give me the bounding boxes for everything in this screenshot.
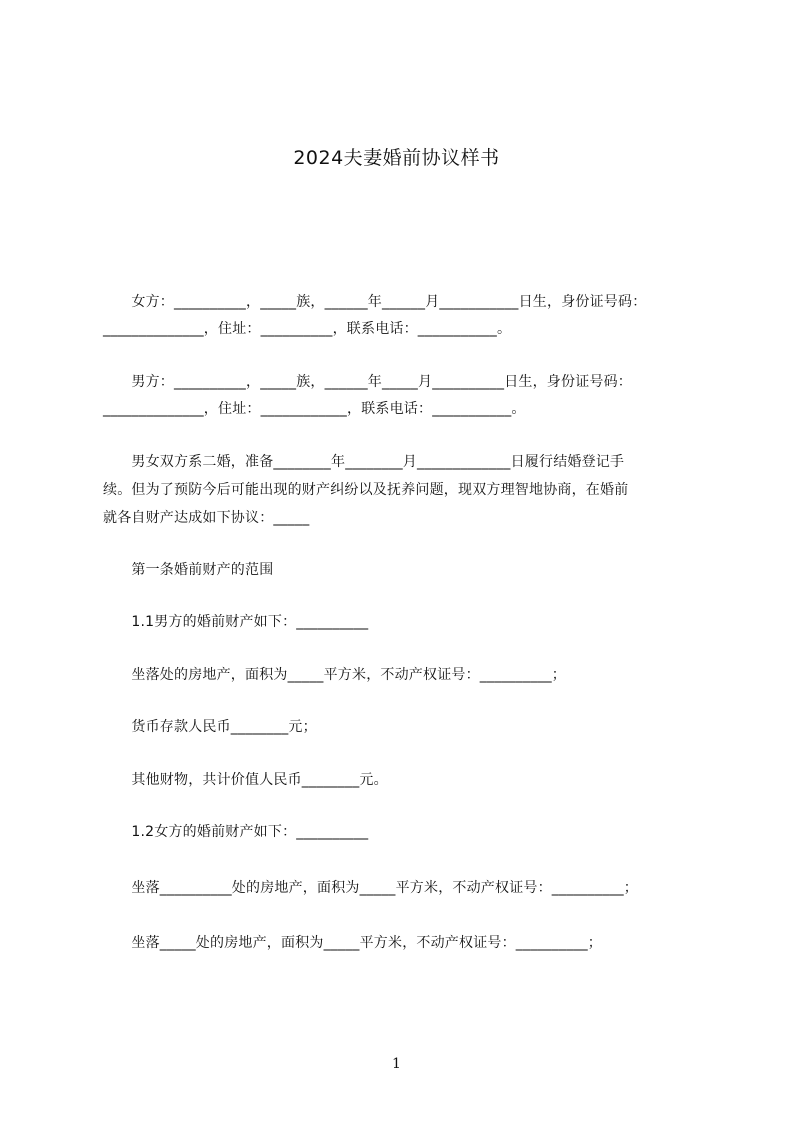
female-party-line-1: 女方：__________，_____族，______年______月___________日生，身份证号码：: [103, 294, 647, 310]
male-other-property-line: 其他财物，共计价值人民币________元。: [103, 772, 388, 788]
clause-1-2: 1.2女方的婚前财产如下：__________: [103, 824, 369, 840]
male-party-line-2: ______________，住址：____________，联系电话：___________。: [103, 401, 526, 417]
document-title: 2024夫妻婚前协议样书: [293, 147, 500, 169]
female-real-estate-line-1: 坐落__________处的房地产，面积为_____平方米，不动产权证号：__________；: [103, 880, 638, 896]
male-real-estate-line: 坐落处的房地产，面积为_____平方米，不动产权证号：__________；: [103, 667, 566, 683]
intro-paragraph-line-3: 就各自财产达成如下协议：_____: [103, 510, 310, 526]
male-deposit-line: 货币存款人民币________元；: [103, 719, 317, 735]
clause-1-1: 1.1男方的婚前财产如下：__________: [103, 614, 369, 630]
intro-paragraph-line-2: 续。但为了预防今后可能出现的财产纠纷以及抚养问题，现双方理智地协商，在婚前: [103, 482, 629, 498]
female-real-estate-line-2: 坐落_____处的房地产，面积为_____平方米，不动产权证号：__________；: [103, 935, 602, 951]
page-number: 1: [392, 1056, 401, 1072]
article-1-heading: 第一条婚前财产的范围: [103, 562, 274, 578]
male-party-line-1: 男方：__________，_____族，______年_____月__________日生，身份证号码：: [103, 374, 632, 390]
female-party-line-2: ______________，住址：__________，联系电话：___________。: [103, 321, 512, 337]
intro-paragraph-line-1: 男女双方系二婚，准备________年________月_____________日履行结婚登记手: [103, 454, 625, 470]
